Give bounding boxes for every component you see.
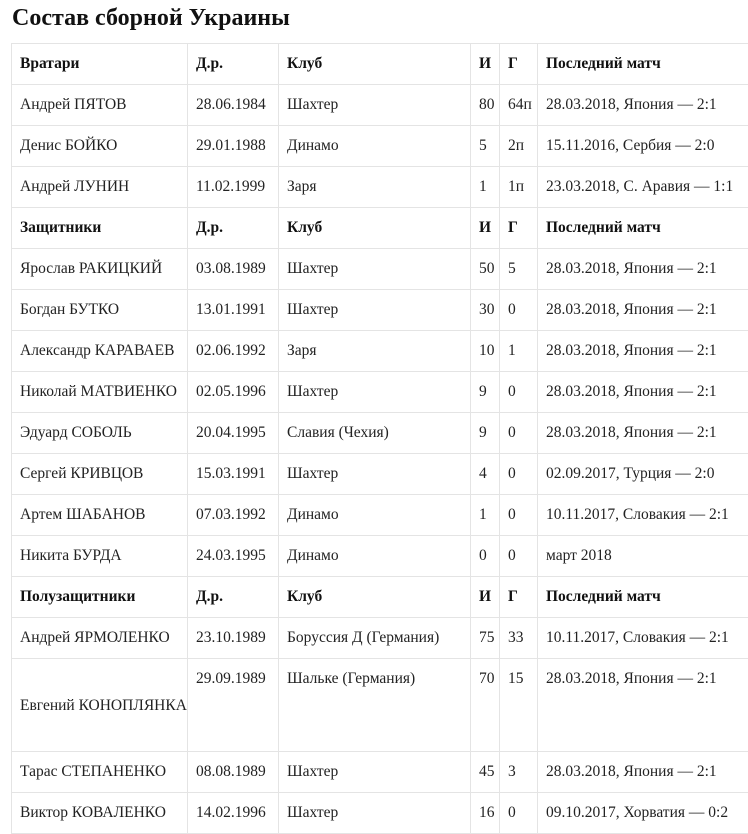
header-club: Клуб (279, 208, 471, 249)
player-games: 10 (471, 331, 500, 372)
player-last: 28.03.2018, Япония — 2:1 (538, 85, 748, 126)
player-club: Динамо (279, 536, 471, 577)
player-club: Шахтер (279, 454, 471, 495)
player-goals: 0 (500, 372, 538, 413)
player-club: Шахтер (279, 372, 471, 413)
player-goals: 0 (500, 495, 538, 536)
player-dob: 29.01.1988 (188, 126, 279, 167)
player-last: март 2018 (538, 536, 748, 577)
player-games: 75 (471, 618, 500, 659)
player-games: 45 (471, 752, 500, 793)
player-club: Шальке (Германия) (279, 659, 471, 752)
player-games: 30 (471, 290, 500, 331)
header-dob: Д.р. (188, 208, 279, 249)
player-dob: 24.03.1995 (188, 536, 279, 577)
player-dob: 13.01.1991 (188, 290, 279, 331)
header-name: Защитники (12, 208, 188, 249)
player-row (12, 413, 748, 454)
player-name: Андрей ПЯТОВ (12, 85, 188, 126)
player-games: 50 (471, 249, 500, 290)
header-name: Вратари (12, 44, 188, 85)
player-dob: 08.08.1989 (188, 752, 279, 793)
player-row (12, 495, 748, 536)
player-club: Шахтер (279, 793, 471, 834)
player-club: Заря (279, 331, 471, 372)
header-goals: Г (500, 208, 538, 249)
player-club: Динамо (279, 495, 471, 536)
player-name: Никита БУРДА (12, 536, 188, 577)
player-goals: 2п (500, 126, 538, 167)
player-dob: 02.06.1992 (188, 331, 279, 372)
player-row (12, 659, 748, 752)
player-last: 23.03.2018, С. Аравия — 1:1 (538, 167, 748, 208)
player-name: Александр КАРАВАЕВ (12, 331, 188, 372)
player-goals: 15 (500, 659, 538, 752)
player-goals: 1 (500, 331, 538, 372)
roster-table (11, 43, 748, 834)
player-row (12, 167, 748, 208)
player-games: 9 (471, 413, 500, 454)
player-name: Андрей ЯРМОЛЕНКО (12, 618, 188, 659)
player-games: 1 (471, 495, 500, 536)
player-goals: 0 (500, 454, 538, 495)
player-goals: 3 (500, 752, 538, 793)
header-name: Полузащитники (12, 577, 188, 618)
player-goals: 33 (500, 618, 538, 659)
player-games: 9 (471, 372, 500, 413)
player-dob: 07.03.1992 (188, 495, 279, 536)
player-goals: 0 (500, 536, 538, 577)
player-last: 28.03.2018, Япония — 2:1 (538, 331, 748, 372)
player-games: 5 (471, 126, 500, 167)
header-dob: Д.р. (188, 577, 279, 618)
player-club: Шахтер (279, 290, 471, 331)
group-header-row (12, 44, 748, 85)
player-row (12, 85, 748, 126)
header-dob: Д.р. (188, 44, 279, 85)
player-last: 15.11.2016, Сербия — 2:0 (538, 126, 748, 167)
player-row (12, 536, 748, 577)
player-dob: 28.06.1984 (188, 85, 279, 126)
player-club: Шахтер (279, 249, 471, 290)
player-last: 10.11.2017, Словакия — 2:1 (538, 618, 748, 659)
player-goals: 0 (500, 793, 538, 834)
player-row (12, 793, 748, 834)
header-last: Последний матч (538, 577, 748, 618)
player-club: Динамо (279, 126, 471, 167)
player-games: 16 (471, 793, 500, 834)
player-dob: 02.05.1996 (188, 372, 279, 413)
player-dob: 29.09.1989 (188, 659, 279, 752)
player-last: 28.03.2018, Япония — 2:1 (538, 290, 748, 331)
player-club: Шахтер (279, 752, 471, 793)
player-goals: 0 (500, 413, 538, 454)
player-name: Тарас СТЕПАНЕНКО (12, 752, 188, 793)
player-club: Боруссия Д (Германия) (279, 618, 471, 659)
player-row (12, 454, 748, 495)
player-games: 4 (471, 454, 500, 495)
player-last: 10.11.2017, Словакия — 2:1 (538, 495, 748, 536)
player-dob: 14.02.1996 (188, 793, 279, 834)
header-club: Клуб (279, 577, 471, 618)
player-name: Андрей ЛУНИН (12, 167, 188, 208)
player-row (12, 618, 748, 659)
player-games: 0 (471, 536, 500, 577)
header-games: И (471, 208, 500, 249)
player-name: Богдан БУТКО (12, 290, 188, 331)
player-name: Артем ШАБАНОВ (12, 495, 188, 536)
player-games: 70 (471, 659, 500, 752)
header-goals: Г (500, 577, 538, 618)
header-games: И (471, 577, 500, 618)
player-name: Николай МАТВИЕНКО (12, 372, 188, 413)
player-dob: 23.10.1989 (188, 618, 279, 659)
page-title: Состав сборной Украины (12, 2, 290, 34)
player-row (12, 249, 748, 290)
player-last: 28.03.2018, Япония — 2:1 (538, 372, 748, 413)
group-header-row (12, 208, 748, 249)
player-dob: 11.02.1999 (188, 167, 279, 208)
header-last: Последний матч (538, 208, 748, 249)
player-club: Славия (Чехия) (279, 413, 471, 454)
player-name: Денис БОЙКО (12, 126, 188, 167)
player-club: Заря (279, 167, 471, 208)
player-goals: 64п (500, 85, 538, 126)
player-goals: 0 (500, 290, 538, 331)
header-last: Последний матч (538, 44, 748, 85)
player-name: Ярослав РАКИЦКИЙ (12, 249, 188, 290)
player-last: 28.03.2018, Япония — 2:1 (538, 413, 748, 454)
player-row (12, 331, 748, 372)
player-goals: 1п (500, 167, 538, 208)
player-goals: 5 (500, 249, 538, 290)
player-games: 1 (471, 167, 500, 208)
player-dob: 15.03.1991 (188, 454, 279, 495)
player-row (12, 372, 748, 413)
header-games: И (471, 44, 500, 85)
player-row (12, 126, 748, 167)
player-dob: 20.04.1995 (188, 413, 279, 454)
roster-body (12, 44, 748, 834)
player-name: Сергей КРИВЦОВ (12, 454, 188, 495)
player-last: 28.03.2018, Япония — 2:1 (538, 659, 748, 752)
group-header-row (12, 577, 748, 618)
player-name: Эдуард СОБОЛЬ (12, 413, 188, 454)
player-last: 09.10.2017, Хорватия — 0:2 (538, 793, 748, 834)
player-games: 80 (471, 85, 500, 126)
player-name: Евгений КОНОПЛЯНКА (12, 659, 188, 752)
player-last: 28.03.2018, Япония — 2:1 (538, 249, 748, 290)
header-goals: Г (500, 44, 538, 85)
player-row (12, 752, 748, 793)
player-row (12, 290, 748, 331)
player-name: Виктор КОВАЛЕНКО (12, 793, 188, 834)
player-last: 28.03.2018, Япония — 2:1 (538, 752, 748, 793)
player-last: 02.09.2017, Турция — 2:0 (538, 454, 748, 495)
player-dob: 03.08.1989 (188, 249, 279, 290)
header-club: Клуб (279, 44, 471, 85)
player-club: Шахтер (279, 85, 471, 126)
